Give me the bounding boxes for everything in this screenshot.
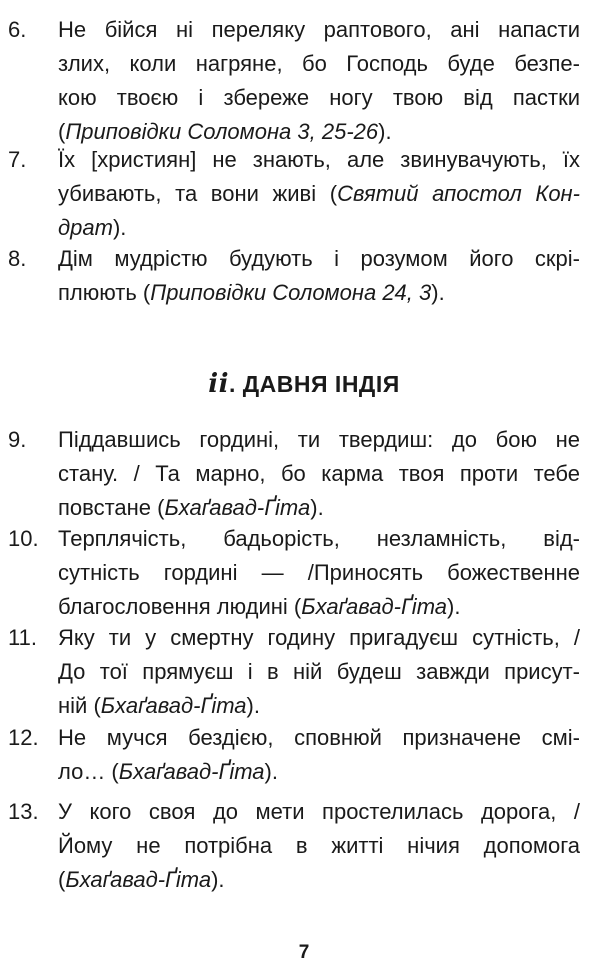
source-citation: Приповідки Соломона 3, 25-26 (65, 119, 379, 144)
section-numeral: ii (208, 369, 230, 399)
text-line: Дім мудрістю будують і розумом його скрі- (58, 246, 580, 271)
text-line: плюють (Приповідки Соломона 24, 3). (58, 280, 445, 305)
text-line: ній (Бхаґавад-Ґіта). (58, 693, 260, 718)
text-line: ло… (Бхаґавад-Ґіта). (58, 759, 278, 784)
item-number: 8. (8, 246, 27, 271)
text-line: У кого своя до мети простелилась дорога, / (58, 799, 580, 824)
item-number: 12. (8, 725, 39, 750)
source-citation: Бхаґавад-Ґіта (100, 693, 247, 718)
text-line: стану. / Та марно, бо карма твоя проти тебе (58, 461, 580, 486)
text-line: Яку ти у смертну годину пригадуєш сутність, / (58, 625, 580, 650)
text-line: Не мучся бездією, сповнюй призначене смі- (58, 725, 580, 750)
text-line: повстане (Бхаґавад-Ґіта). (58, 495, 324, 520)
page-number: 7 (298, 942, 310, 963)
item-number: 7. (8, 147, 27, 172)
text-line: (Бхаґавад-Ґіта). (58, 867, 225, 892)
text-line: Їх [християн] не знають, але звинувачують, їх (58, 147, 580, 172)
section-heading (0, 368, 608, 400)
item-number: 9. (8, 427, 27, 452)
source-citation: Бхаґавад-Ґіта (118, 759, 265, 784)
item-number: 10. (8, 526, 39, 551)
item-number: 13. (8, 799, 39, 824)
source-citation: Бхаґавад-Ґіта (65, 867, 212, 892)
text-line: Йому не потрібна в житті нічия допомога (58, 833, 580, 858)
source-citation: Бхаґавад-Ґіта (164, 495, 311, 520)
source-citation: драт (58, 215, 113, 240)
text-line: До тої прямуєш і в ній будеш завжди присут- (58, 659, 580, 684)
text-line: Не бійся ні переляку раптового, ані напасти (58, 17, 580, 42)
source-citation: Святий апостол Кон- (337, 181, 580, 206)
source-citation: Приповідки Соломона 24, 3 (150, 280, 432, 305)
text-line: (Приповідки Соломона 3, 25-26). (58, 119, 392, 144)
text-line: кою твоєю і збереже ногу твою від пастки (58, 85, 580, 110)
text-line: убивають, та вони живі (Святий апостол Кон- (58, 181, 580, 206)
text-line: Терплячість, бадьорість, незламність, від- (58, 526, 580, 551)
item-number: 11. (8, 625, 37, 650)
text-line: злих, коли нагряне, бо Господь буде безпе- (58, 51, 580, 76)
text-line: благословення людині (Бхаґавад-Ґіта). (58, 594, 461, 619)
text-line: драт). (58, 215, 127, 240)
item-number: 6. (8, 17, 27, 42)
text-line: Піддавшись гордині, ти твердиш: до бою не (58, 427, 580, 452)
source-citation: Бхаґавад-Ґіта (301, 594, 448, 619)
section-title: . ДАВНЯ ІНДІЯ (229, 371, 400, 397)
text-line: сутність гордині — /Приносять божественне (58, 560, 580, 585)
